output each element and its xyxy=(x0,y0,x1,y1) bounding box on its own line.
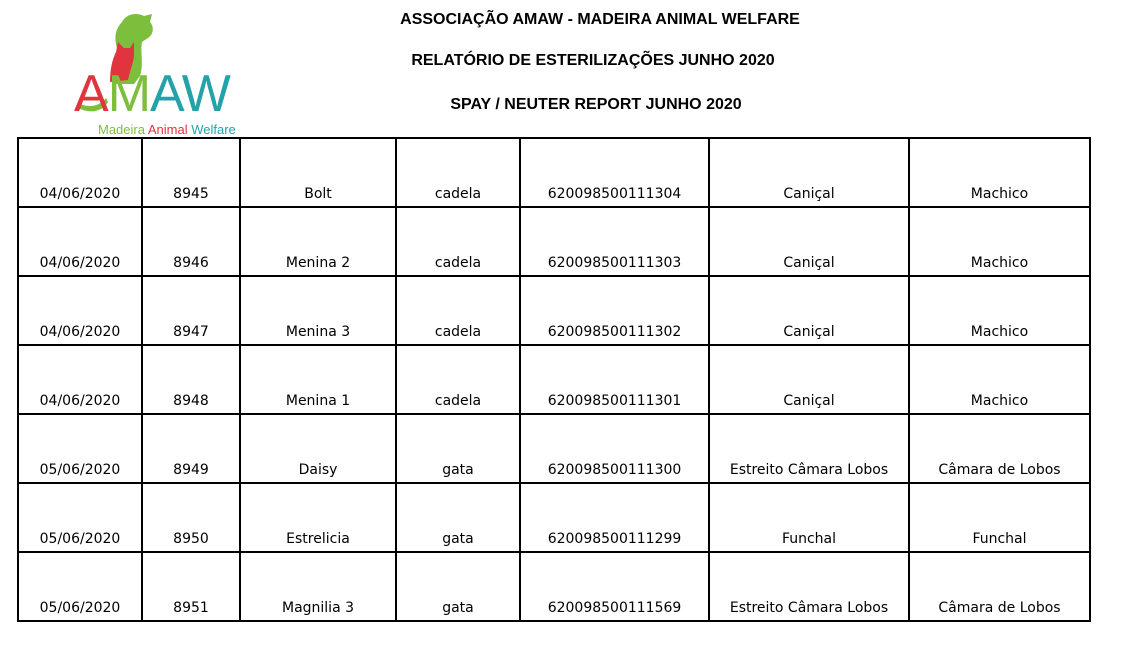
table-row xyxy=(18,414,1090,483)
municipality-cell: Machico xyxy=(909,276,1090,345)
number-cell: 8947 xyxy=(142,276,240,345)
municipality-cell: Câmara de Lobos xyxy=(909,552,1090,621)
org-title: ASSOCIAÇÃO AMAW - MADEIRA ANIMAL WELFARE xyxy=(400,11,800,28)
logo-wordmark: AMAW xyxy=(74,65,230,123)
species-cell: cadela xyxy=(396,345,520,414)
municipality-cell: Funchal xyxy=(909,483,1090,552)
number-cell: 8948 xyxy=(142,345,240,414)
species-cell: gata xyxy=(396,483,520,552)
species-cell: gata xyxy=(396,414,520,483)
date-cell: 05/06/2020 xyxy=(18,414,142,483)
number-cell: 8950 xyxy=(142,483,240,552)
date-cell: 04/06/2020 xyxy=(18,345,142,414)
chip-cell: 620098500111301 xyxy=(520,345,709,414)
location-cell: Estreito Câmara Lobos xyxy=(709,414,909,483)
name-cell: Bolt xyxy=(240,138,396,207)
date-cell: 04/06/2020 xyxy=(18,207,142,276)
name-cell: Magnilia 3 xyxy=(240,552,396,621)
species-cell: cadela xyxy=(396,138,520,207)
chip-cell: 620098500111304 xyxy=(520,138,709,207)
date-cell: 04/06/2020 xyxy=(18,276,142,345)
chip-cell: 620098500111569 xyxy=(520,552,709,621)
municipality-cell: Machico xyxy=(909,138,1090,207)
table-row xyxy=(18,483,1090,552)
location-cell: Estreito Câmara Lobos xyxy=(709,552,909,621)
location-cell: Caniçal xyxy=(709,207,909,276)
name-cell: Estrelicia xyxy=(240,483,396,552)
name-cell: Menina 3 xyxy=(240,276,396,345)
date-cell: 05/06/2020 xyxy=(18,552,142,621)
species-cell: gata xyxy=(396,552,520,621)
chip-cell: 620098500111299 xyxy=(520,483,709,552)
municipality-cell: Câmara de Lobos xyxy=(909,414,1090,483)
location-cell: Caniçal xyxy=(709,276,909,345)
table-row xyxy=(18,138,1090,207)
municipality-cell: Machico xyxy=(909,345,1090,414)
number-cell: 8949 xyxy=(142,414,240,483)
number-cell: 8945 xyxy=(142,138,240,207)
name-cell: Menina 1 xyxy=(240,345,396,414)
amaw-logo xyxy=(70,8,270,138)
table-row xyxy=(18,552,1090,621)
species-cell: cadela xyxy=(396,276,520,345)
table-row xyxy=(18,345,1090,414)
sterilization-table xyxy=(17,137,1091,622)
table-row xyxy=(18,207,1090,276)
report-title-pt: RELATÓRIO DE ESTERILIZAÇÕES JUNHO 2020 xyxy=(411,52,775,69)
number-cell: 8951 xyxy=(142,552,240,621)
name-cell: Menina 2 xyxy=(240,207,396,276)
name-cell: Daisy xyxy=(240,414,396,483)
date-cell: 05/06/2020 xyxy=(18,483,142,552)
chip-cell: 620098500111300 xyxy=(520,414,709,483)
location-cell: Funchal xyxy=(709,483,909,552)
chip-cell: 620098500111303 xyxy=(520,207,709,276)
location-cell: Caniçal xyxy=(709,345,909,414)
table-row xyxy=(18,276,1090,345)
number-cell: 8946 xyxy=(142,207,240,276)
logo-tagline: Madeira Animal Welfare xyxy=(98,122,236,137)
date-cell: 04/06/2020 xyxy=(18,138,142,207)
municipality-cell: Machico xyxy=(909,207,1090,276)
species-cell: cadela xyxy=(396,207,520,276)
chip-cell: 620098500111302 xyxy=(520,276,709,345)
location-cell: Caniçal xyxy=(709,138,909,207)
report-title-en: SPAY / NEUTER REPORT JUNHO 2020 xyxy=(450,96,742,113)
